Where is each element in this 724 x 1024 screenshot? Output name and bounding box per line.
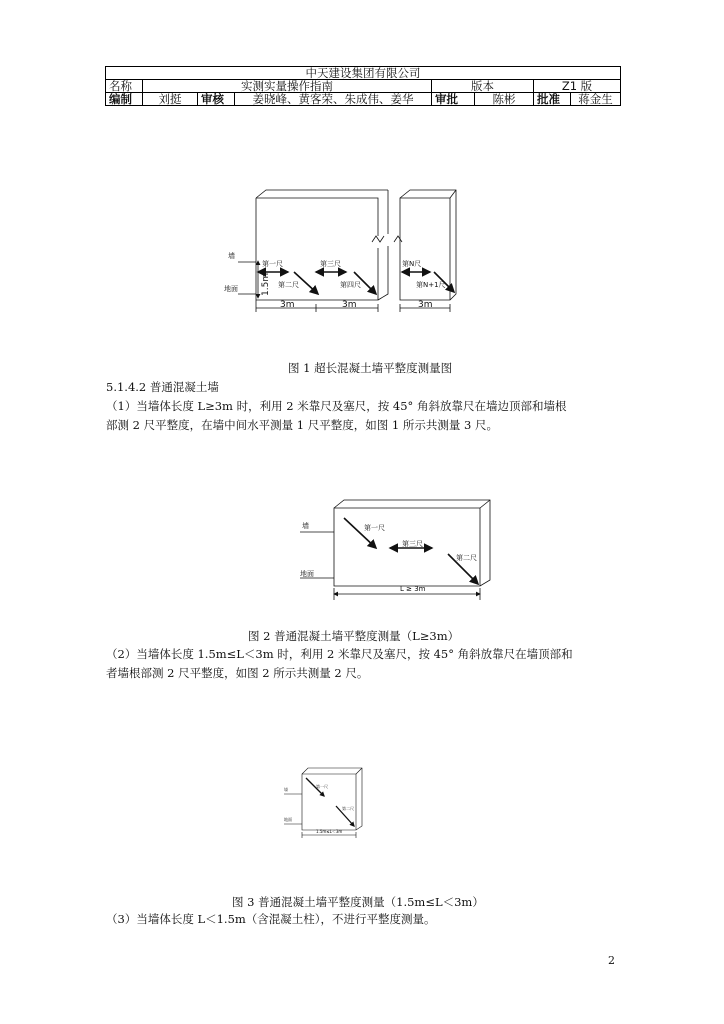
name-value: 实测实量操作指南 — [143, 80, 432, 93]
paragraph-2-line-2: 者墙根部测 2 尺平整度，如图 2 所示共测量 2 尺。 — [106, 666, 369, 680]
fig1-rulern1-label: 第N+1尺 — [416, 281, 446, 289]
page-number: 2 — [608, 954, 615, 967]
fig3-ground-label: 地面 — [284, 817, 292, 822]
figure3-short-wall-diagram — [280, 766, 366, 840]
company-name: 中天建设集团有限公司 — [106, 67, 621, 80]
fig1-height-label: 1.5m — [261, 272, 271, 296]
fig3-wall-label: 墙 — [284, 787, 288, 792]
fig2-ruler3-label: 第三尺 — [402, 540, 423, 548]
paragraph-1-line-1: （1）当墙体长度 L≥3m 时，利用 2 米靠尺及塞尺，按 45° 角斜放靠尺在墙边顶部和墙根 — [106, 399, 567, 413]
reviewer-value: 姜晓峰、黄客荣、朱成伟、姜华 — [235, 93, 432, 106]
fig1-ruler3-label: 第三尺 — [320, 260, 341, 268]
fig1-ruler4-label: 第四尺 — [340, 281, 361, 289]
fig3-dim-label: 1.5m≤L＜3m — [316, 829, 343, 834]
document-header-table — [105, 66, 621, 106]
version-label: 版本 — [432, 80, 534, 93]
figure1-caption: 图 1 超长混凝土墙平整度测量图 — [288, 361, 453, 375]
approve-value: 陈彬 — [475, 93, 534, 106]
fig1-ground-label: 地面 — [224, 285, 238, 293]
fig1-ruler1-label: 第一尺 — [262, 260, 283, 268]
version-value: Z1 版 — [534, 80, 621, 93]
figure2-caption: 图 2 普通混凝土墙平整度测量（L≥3m） — [248, 629, 460, 643]
fig1-dim-3: 3m — [418, 300, 433, 310]
figure3-caption: 图 3 普通混凝土墙平整度测量（1.5m≤L＜3m） — [232, 895, 484, 909]
fig1-ruler2-label: 第二尺 — [278, 281, 299, 289]
fig2-ruler1-label: 第一尺 — [364, 524, 385, 532]
compiler-value: 刘挺 — [143, 93, 198, 106]
ratify-label: 批准 — [534, 93, 571, 106]
fig1-dim-1: 3m — [280, 300, 295, 310]
paragraph-3: （3）当墙体长度 L＜1.5m（含混凝土柱），不进行平整度测量。 — [106, 912, 436, 926]
fig3-ruler1-label: 第一尺 — [316, 784, 328, 789]
ratify-value: 蒋金生 — [571, 93, 621, 106]
fig1-wall-label: 墙 — [228, 252, 235, 260]
fig2-wall-label: 墙 — [302, 522, 309, 530]
paragraph-2-line-1: （2）当墙体长度 1.5m≤L＜3m 时，利用 2 米靠尺及塞尺，按 45° 角斜放靠尺在墙顶部和 — [106, 647, 573, 661]
fig3-ruler2-label: 第二尺 — [342, 806, 354, 811]
approve-label: 审批 — [432, 93, 475, 106]
paragraph-1-line-2: 部测 2 尺平整度，在墙中间水平测量 1 尺平整度，如图 1 所示共测量 3 尺。 — [106, 418, 499, 432]
name-label: 名称 — [106, 80, 143, 93]
fig2-ruler2-label: 第二尺 — [456, 554, 477, 562]
fig2-ruler-1-diagonal — [344, 518, 376, 548]
section-title: 5.1.4.2 普通混凝土墙 — [106, 380, 219, 394]
figure2-normal-wall-diagram — [292, 496, 494, 602]
fig2-ground-label: 地面 — [300, 570, 314, 578]
figure1-long-wall-diagram — [222, 186, 472, 318]
compiler-label: 编制 — [106, 93, 143, 106]
reviewer-label: 审核 — [198, 93, 235, 106]
fig2-dim-label: L ≥ 3m — [400, 585, 426, 593]
fig1-rulern-label: 第N尺 — [402, 260, 422, 268]
fig1-dim-2: 3m — [342, 300, 357, 310]
